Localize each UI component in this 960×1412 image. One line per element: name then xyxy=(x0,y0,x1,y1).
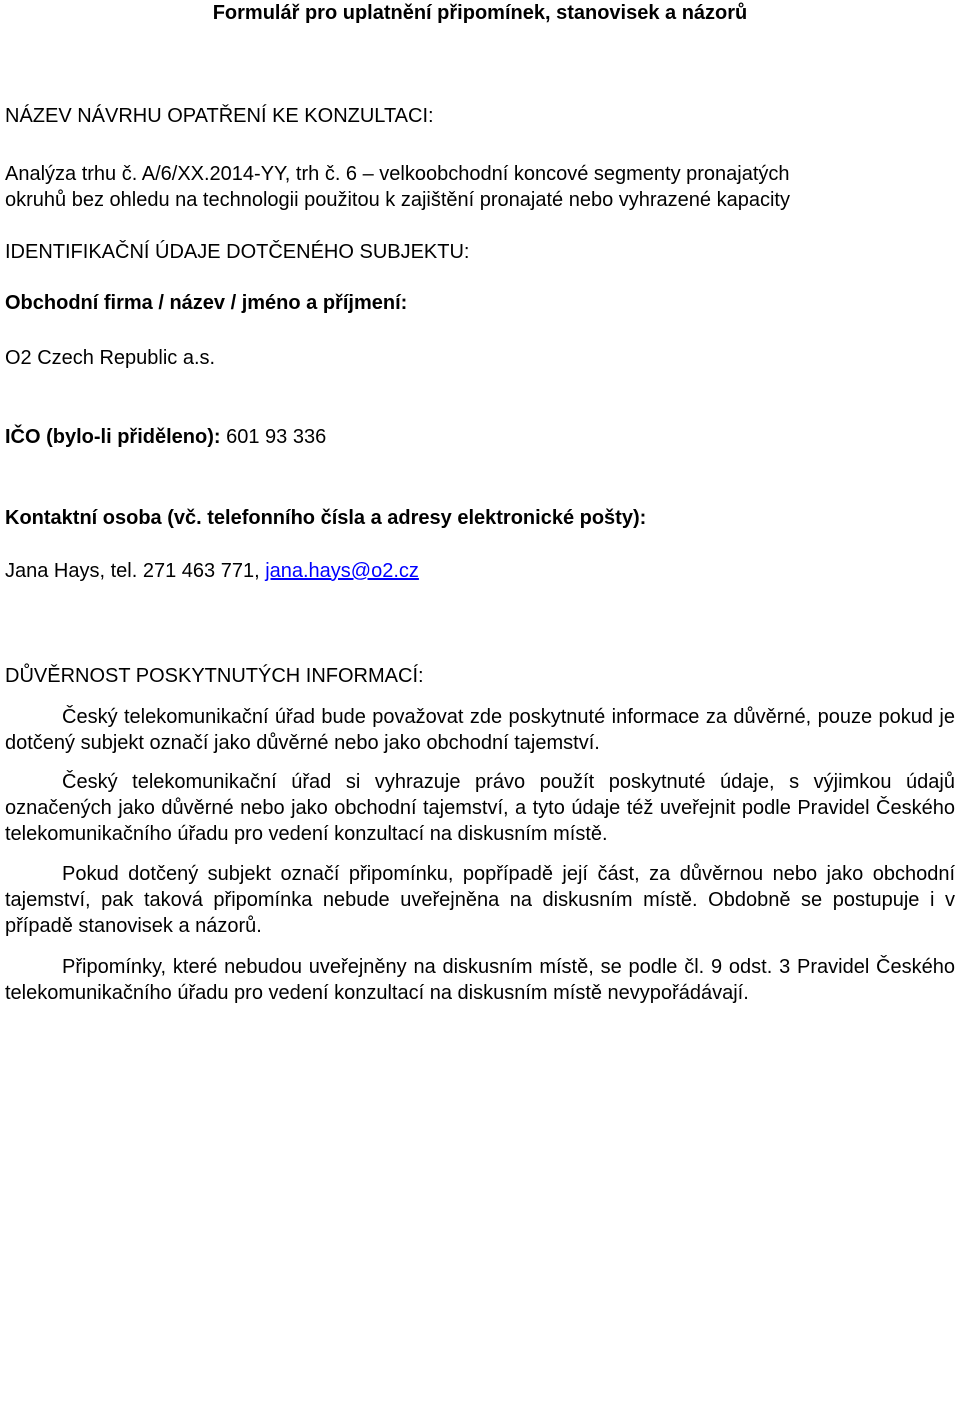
firm-value: O2 Czech Republic a.s. xyxy=(5,347,216,369)
confidentiality-heading: DŮVĚRNOST POSKYTNUTÝCH INFORMACÍ: xyxy=(5,665,424,687)
ico-value: 601 93 336 xyxy=(226,426,327,448)
page-title: Formulář pro uplatnění připomínek, stanovisek a názorů xyxy=(212,2,748,24)
subject-heading: IDENTIFIKAČNÍ ÚDAJE DOTČENÉHO SUBJEKTU: xyxy=(5,241,470,263)
confidentiality-paragraph-2 xyxy=(5,769,955,847)
confidentiality-paragraph-1 xyxy=(5,704,955,756)
contact-row xyxy=(5,559,955,583)
paragraph-text: Český telekomunikační úřad si vyhrazuje právo použít poskytnuté údaje, s výjimkou údajů označených jako důvěrné nebo jako obchodní tajemství, a tyto údaje též uveřejnit podle Pravidel Českého telekomunikačního úřadu pro vedení konzultací na diskusním místě. xyxy=(5,771,955,845)
firm-label: Obchodní firma / název / jméno a příjmení: xyxy=(5,292,408,314)
contact-label: Kontaktní osoba (vč. telefonního čísla a adresy elektronické pošty): xyxy=(5,507,647,529)
paragraph-text: Pokud dotčený subjekt označí připomínku, popřípadě její část, za důvěrnou nebo jako obchodní tajemství, pak taková připomínka nebude uveřejněna na diskusním místě. Obdobně se postupuje i v případě stanovisek a názorů. xyxy=(5,863,955,937)
measure-text-line-2: okruhů bez ohledu na technologii použitou k zajištění pronajaté nebo vyhrazené kapacity xyxy=(5,189,790,211)
ico-row xyxy=(5,425,955,449)
confidentiality-paragraph-3 xyxy=(5,861,955,939)
confidentiality-paragraph-4 xyxy=(5,954,955,1006)
measure-text-line-1: Analýza trhu č. A/6/XX.2014-YY, trh č. 6 – velkoobchodní koncové segmenty pronajatých xyxy=(5,163,790,185)
contact-value: Jana Hays, tel. 271 463 771, xyxy=(5,560,260,582)
paragraph-text: Český telekomunikační úřad bude považovat zde poskytnuté informace za důvěrné, pouze pokud je dotčený subjekt označí jako důvěrné nebo jako obchodní tajemství. xyxy=(5,706,955,754)
measure-heading: NÁZEV NÁVRHU OPATŘENÍ KE KONZULTACI: xyxy=(5,105,434,127)
paragraph-text: Připomínky, které nebudou uveřejněny na diskusním místě, se podle čl. 9 odst. 3 Pravidel Českého telekomunikačního úřadu pro vedení konzultací na diskusním místě nevypořádávají. xyxy=(5,956,955,1004)
ico-label: IČO (bylo-li přiděleno): xyxy=(5,426,221,448)
contact-email-link[interactable]: jana.hays@o2.cz xyxy=(265,560,419,582)
